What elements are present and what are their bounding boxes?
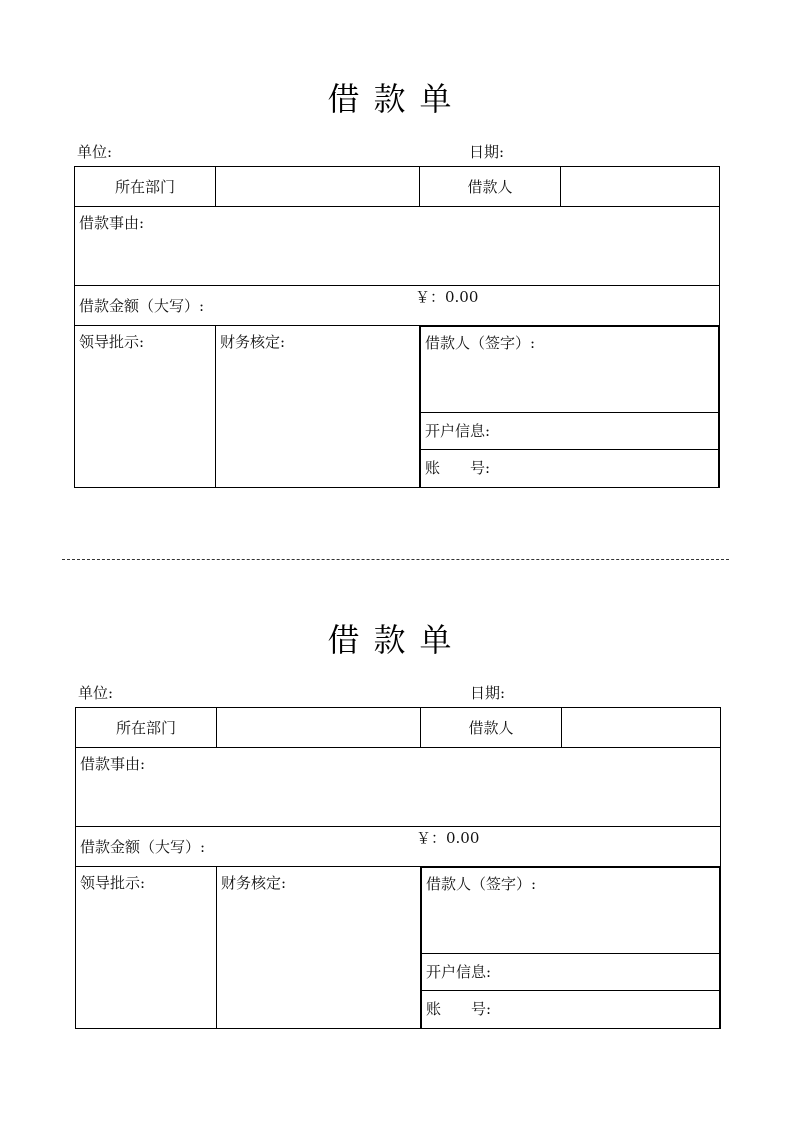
form-title: 借款单 (327, 80, 466, 118)
reason-cell[interactable] (75, 207, 720, 286)
dept-label: 所在部门 (75, 167, 216, 207)
amount-cell[interactable] (76, 827, 721, 867)
dept-label: 所在部门 (76, 708, 217, 748)
borrower-sign-label: 借款人（签字）: (426, 875, 537, 893)
borrower-sign-cell[interactable] (422, 868, 720, 954)
account-cell[interactable] (422, 991, 720, 1028)
finance-label: 财务核定: (221, 874, 287, 892)
borrower-field[interactable] (561, 167, 720, 207)
bank-info-label: 开户信息: (426, 963, 492, 981)
leader-label: 领导批示: (79, 333, 145, 351)
amount-label: 借款金额（大写）: (80, 837, 206, 856)
account-cell[interactable] (421, 450, 719, 487)
account-label: 账 号: (425, 459, 491, 478)
finance-approval-cell[interactable] (217, 867, 421, 1029)
account-label: 账 号: (426, 1000, 492, 1019)
amount-value: ￥：0.00 (416, 828, 480, 847)
borrower-info-cell (421, 867, 721, 1029)
leader-label: 领导批示: (80, 874, 146, 892)
amount-cell[interactable] (75, 286, 720, 326)
reason-label: 借款事由: (79, 214, 145, 232)
dept-field[interactable] (217, 708, 421, 748)
finance-label: 财务核定: (220, 333, 286, 351)
dept-field[interactable] (216, 167, 420, 207)
bank-info-cell[interactable] (422, 954, 720, 991)
cut-line (62, 559, 729, 560)
loan-form-table (75, 707, 721, 1029)
amount-value: ￥：0.00 (415, 287, 479, 306)
loan-form-table (74, 166, 720, 488)
borrower-sign-label: 借款人（签字）: (425, 334, 536, 352)
borrower-field[interactable] (562, 708, 721, 748)
leader-approval-cell[interactable] (76, 867, 217, 1029)
reason-label: 借款事由: (80, 755, 146, 773)
amount-label: 借款金额（大写）: (79, 296, 205, 315)
unit-label: 单位: (77, 143, 113, 161)
date-label: 日期: (469, 143, 505, 161)
borrower-info-cell (420, 326, 720, 488)
finance-approval-cell[interactable] (216, 326, 420, 488)
leader-approval-cell[interactable] (75, 326, 216, 488)
bank-info-label: 开户信息: (425, 422, 491, 440)
borrower-sign-cell[interactable] (421, 327, 719, 413)
borrower-label: 借款人 (421, 708, 562, 748)
date-label: 日期: (470, 684, 506, 702)
borrower-label: 借款人 (420, 167, 561, 207)
form-title: 借款单 (327, 621, 466, 659)
reason-cell[interactable] (76, 748, 721, 827)
bank-info-cell[interactable] (421, 413, 719, 450)
unit-label: 单位: (78, 684, 114, 702)
